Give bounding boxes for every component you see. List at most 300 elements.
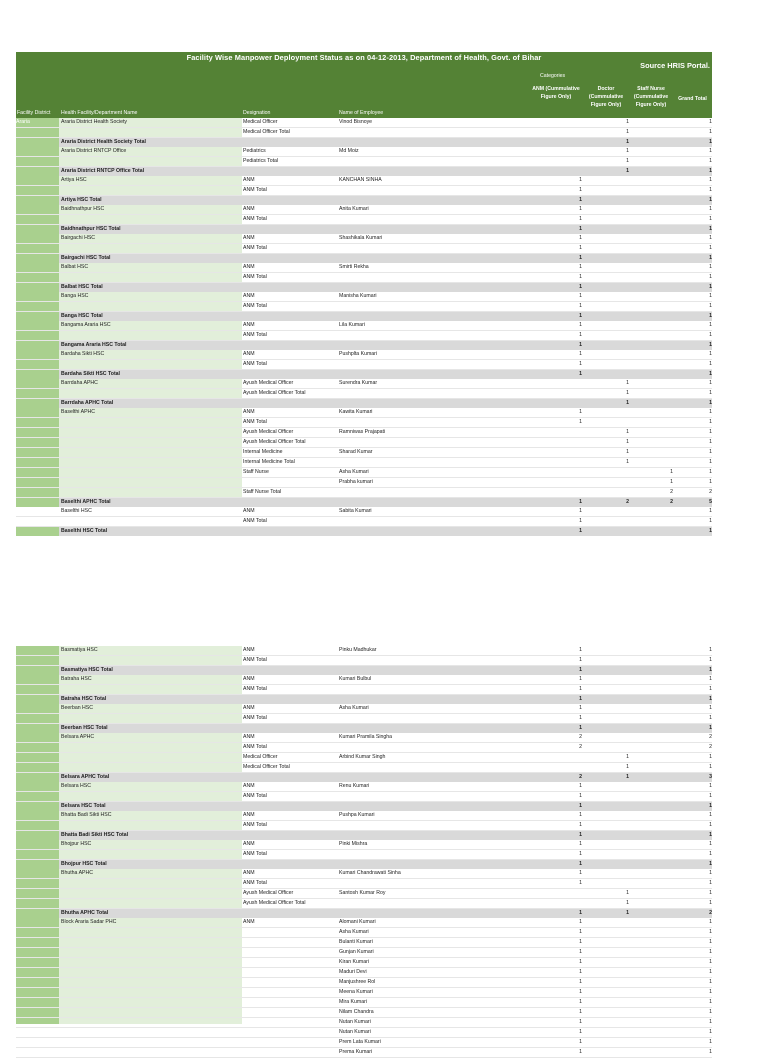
designation-cell: ANM — [243, 919, 255, 925]
facility-cell — [59, 215, 242, 224]
grand-total-cell: 1 — [709, 119, 712, 125]
anm-count-cell: 1 — [579, 361, 582, 367]
facility-cell: Bhatta Badi Sikti HSC — [61, 812, 112, 818]
anm-count-cell: 1 — [579, 989, 582, 995]
staff-nurse-count-cell — [629, 225, 673, 234]
designation-cell — [242, 1038, 339, 1047]
anm-count-cell — [529, 138, 583, 147]
doctor-count-cell: 1 — [626, 400, 629, 406]
grand-total-cell: 1 — [709, 667, 712, 673]
employee-cell — [339, 273, 529, 282]
employee-cell: Sabita Kumari — [339, 508, 372, 514]
doctor-count-cell — [583, 186, 629, 195]
employee-cell — [339, 196, 529, 205]
report-table-page-1 — [16, 118, 712, 536]
designation-cell: ANM Total — [243, 332, 267, 338]
doctor-count-cell: 1 — [626, 449, 629, 455]
doctor-count-cell — [583, 1048, 629, 1057]
district-cell — [16, 244, 59, 253]
report-page-1 — [16, 52, 712, 536]
grand-total-cell: 1 — [709, 293, 712, 299]
doctor-count-cell — [583, 273, 629, 282]
staff-nurse-count-cell — [629, 998, 673, 1007]
employee-cell: Maduri Devi — [339, 969, 367, 975]
designation-cell: ANM Total — [243, 303, 267, 309]
employee-cell — [339, 498, 529, 507]
doctor-count-cell — [583, 988, 629, 997]
anm-count-cell: 1 — [579, 696, 582, 702]
anm-count-cell: 1 — [579, 969, 582, 975]
doctor-count-cell: 1 — [626, 459, 629, 465]
designation-cell — [242, 527, 339, 536]
table-total-row — [16, 341, 712, 350]
designation-cell: Ayush Medical Officer — [243, 429, 294, 435]
table-row — [16, 428, 712, 438]
anm-count-cell: 1 — [579, 657, 582, 663]
table-total-row — [16, 196, 712, 205]
doctor-count-cell — [583, 802, 629, 811]
facility-cell — [59, 1038, 242, 1047]
grand-total-cell: 1 — [709, 1039, 712, 1045]
doctor-count-cell — [583, 918, 629, 927]
doctor-count-cell — [583, 350, 629, 359]
designation-cell — [242, 802, 339, 811]
table-row — [16, 331, 712, 341]
designation-cell: Ayush Medical Officer Total — [243, 390, 306, 396]
district-cell — [16, 360, 59, 369]
anm-count-cell: 1 — [579, 206, 582, 212]
employee-cell: Kawita Kumari — [339, 409, 373, 415]
employee-cell: Pushplta Kumari — [339, 351, 378, 357]
table-row — [16, 743, 712, 753]
doctor-count-cell — [583, 811, 629, 820]
table-row — [16, 968, 712, 978]
grand-total-cell: 1 — [709, 129, 712, 135]
district-cell — [16, 215, 59, 224]
doctor-count-cell: 1 — [626, 129, 629, 135]
facility-cell: Artiya HSC — [61, 177, 87, 183]
designation-cell: Ayush Medical Officer — [243, 380, 294, 386]
facility-cell — [59, 468, 242, 477]
designation-cell: Staff Nurse — [243, 469, 269, 475]
table-row — [16, 948, 712, 958]
district-cell — [16, 273, 59, 282]
table-row — [16, 869, 712, 879]
employee-cell — [339, 743, 529, 752]
table-row — [16, 379, 712, 389]
designation-cell: Ayush Medical Officer — [243, 890, 294, 896]
facility-cell: Belsara APHC Total — [61, 774, 110, 780]
doctor-count-cell — [583, 831, 629, 840]
district-cell — [16, 399, 59, 408]
designation-cell: ANM Total — [243, 686, 267, 692]
district-cell — [16, 292, 59, 301]
staff-nurse-count-cell — [629, 128, 673, 137]
grand-total-cell: 1 — [709, 647, 712, 653]
grand-total-cell: 1 — [709, 803, 712, 809]
table-row — [16, 675, 712, 685]
staff-nurse-count-cell — [629, 782, 673, 791]
table-total-row — [16, 167, 712, 176]
anm-count-cell — [529, 399, 583, 408]
anm-count-cell: 1 — [579, 371, 582, 377]
district-cell — [16, 821, 59, 830]
anm-count-cell: 1 — [579, 647, 582, 653]
grand-total-cell: 1 — [709, 264, 712, 270]
staff-nurse-count-cell — [629, 1028, 673, 1037]
staff-nurse-count-cell — [629, 438, 673, 447]
employee-cell — [339, 458, 529, 467]
doctor-count-cell — [583, 695, 629, 704]
employee-cell — [339, 244, 529, 253]
designation-cell — [242, 138, 339, 147]
column-header-anm: ANM (Cummulative Figure Only) — [532, 86, 580, 100]
employee-cell — [339, 860, 529, 869]
grand-total-cell: 1 — [709, 861, 712, 867]
facility-cell: Belsara HSC Total — [61, 803, 106, 809]
designation-cell: ANM Total — [243, 518, 267, 524]
facility-cell — [59, 850, 242, 859]
designation-cell: ANM — [243, 734, 255, 740]
grand-total-cell: 2 — [709, 489, 712, 495]
grand-total-cell: 1 — [709, 245, 712, 251]
grand-total-cell: 1 — [709, 390, 712, 396]
grand-total-cell: 1 — [709, 764, 712, 770]
district-cell — [16, 147, 59, 156]
staff-nurse-count-cell — [629, 263, 673, 272]
grand-total-cell: 1 — [709, 528, 712, 534]
table-row — [16, 468, 712, 478]
district-cell — [16, 938, 59, 947]
grand-total-cell: 1 — [709, 409, 712, 415]
district-cell — [16, 186, 59, 195]
facility-cell: Bhojpur HSC — [61, 841, 92, 847]
designation-cell: Pediatrics — [243, 148, 266, 154]
anm-count-cell: 1 — [579, 187, 582, 193]
staff-nurse-count-cell — [629, 399, 673, 408]
doctor-count-cell: 1 — [626, 774, 629, 780]
grand-total-cell: 1 — [709, 1019, 712, 1025]
grand-total-cell: 1 — [709, 303, 712, 309]
staff-nurse-count-cell: 1 — [670, 469, 673, 475]
grand-total-cell: 2 — [709, 910, 712, 916]
designation-cell: Medical Officer — [243, 754, 278, 760]
facility-cell: Bangama Araria HSC — [61, 322, 111, 328]
staff-nurse-count-cell — [629, 763, 673, 772]
designation-cell — [242, 831, 339, 840]
employee-cell: Pinki Mishra — [339, 841, 368, 847]
staff-nurse-count-cell — [629, 312, 673, 321]
anm-count-cell: 1 — [579, 812, 582, 818]
employee-cell — [339, 360, 529, 369]
doctor-count-cell: 1 — [626, 168, 629, 174]
doctor-count-cell — [583, 948, 629, 957]
designation-cell: ANM Total — [243, 744, 267, 750]
staff-nurse-count-cell — [629, 205, 673, 214]
grand-total-cell: 1 — [709, 148, 712, 154]
facility-cell: Bardaha Sikti HSC Total — [61, 371, 120, 377]
designation-cell: Ayush Medical Officer Total — [243, 900, 306, 906]
district-cell — [16, 773, 59, 782]
table-row — [16, 408, 712, 418]
doctor-count-cell — [583, 840, 629, 849]
district-cell — [16, 753, 59, 762]
staff-nurse-count-cell — [629, 666, 673, 675]
anm-count-cell: 1 — [579, 351, 582, 357]
staff-nurse-count-cell — [629, 157, 673, 166]
report-table-page-2 — [16, 646, 712, 1058]
doctor-count-cell — [583, 225, 629, 234]
anm-count-cell: 1 — [579, 1009, 582, 1015]
table-total-row — [16, 802, 712, 811]
district-cell — [16, 782, 59, 791]
anm-count-cell — [529, 428, 583, 437]
facility-cell: Araria District Health Society — [61, 119, 128, 125]
designation-cell: ANM Total — [243, 216, 267, 222]
grand-total-cell: 1 — [709, 989, 712, 995]
staff-nurse-count-cell — [629, 695, 673, 704]
designation-cell — [242, 948, 339, 957]
grand-total-cell: 1 — [709, 400, 712, 406]
table-row — [16, 186, 712, 196]
designation-cell: ANM Total — [243, 715, 267, 721]
employee-cell: Asha Kumari — [339, 705, 369, 711]
district-cell — [16, 167, 59, 176]
table-row — [16, 157, 712, 167]
anm-count-cell: 1 — [579, 841, 582, 847]
designation-cell — [242, 1008, 339, 1017]
staff-nurse-count-cell — [629, 186, 673, 195]
grand-total-cell: 1 — [709, 274, 712, 280]
designation-cell — [242, 283, 339, 292]
doctor-count-cell — [583, 254, 629, 263]
table-row — [16, 656, 712, 666]
district-cell — [16, 850, 59, 859]
employee-cell: Lila Kumari — [339, 322, 365, 328]
staff-nurse-count-cell — [629, 350, 673, 359]
grand-total-cell: 1 — [709, 380, 712, 386]
staff-nurse-count-cell — [629, 389, 673, 398]
employee-cell — [339, 527, 529, 536]
grand-total-cell: 1 — [709, 158, 712, 164]
facility-cell — [59, 988, 242, 997]
employee-cell — [339, 899, 529, 908]
staff-nurse-count-cell — [629, 517, 673, 526]
district-cell — [16, 988, 59, 997]
facility-cell: Banga HSC — [61, 293, 89, 299]
designation-cell: ANM — [243, 870, 255, 876]
grand-total-cell: 1 — [709, 870, 712, 876]
staff-nurse-count-cell — [629, 196, 673, 205]
district-cell — [16, 478, 59, 487]
grand-total-cell: 1 — [709, 459, 712, 465]
staff-nurse-count-cell — [629, 331, 673, 340]
table-row — [16, 899, 712, 909]
facility-cell — [59, 1008, 242, 1017]
facility-cell — [59, 244, 242, 253]
anm-count-cell: 1 — [579, 959, 582, 965]
staff-nurse-count-cell — [629, 147, 673, 156]
grand-total-cell: 1 — [709, 508, 712, 514]
column-header-district: Facility District — [17, 110, 51, 116]
designation-cell — [242, 498, 339, 507]
designation-cell: ANM Total — [243, 361, 267, 367]
employee-cell — [339, 909, 529, 918]
staff-nurse-count-cell — [629, 254, 673, 263]
facility-cell: Bardaha Sikti HSC — [61, 351, 105, 357]
district-cell — [16, 704, 59, 713]
employee-cell: Manisha Kumari — [339, 293, 377, 299]
designation-cell: ANM Total — [243, 274, 267, 280]
district-cell — [16, 666, 59, 675]
table-row — [16, 147, 712, 157]
anm-count-cell: 1 — [579, 177, 582, 183]
table-row — [16, 821, 712, 831]
designation-cell: ANM — [243, 508, 255, 514]
table-row — [16, 448, 712, 458]
employee-cell: Prema Kumari — [339, 1049, 373, 1055]
facility-cell: Batraha HSC — [61, 676, 92, 682]
doctor-count-cell — [583, 1038, 629, 1047]
anm-count-cell: 1 — [579, 910, 582, 916]
grand-total-cell: 1 — [709, 880, 712, 886]
designation-cell — [242, 254, 339, 263]
doctor-count-cell — [583, 283, 629, 292]
report-page-2 — [16, 646, 712, 1058]
anm-count-cell — [529, 448, 583, 457]
grand-total-cell: 1 — [709, 439, 712, 445]
table-row — [16, 988, 712, 998]
employee-cell: Surendra Kumar — [339, 380, 378, 386]
table-row — [16, 928, 712, 938]
doctor-count-cell — [583, 341, 629, 350]
employee-cell — [339, 773, 529, 782]
employee-cell: Anita Kumari — [339, 206, 369, 212]
employee-cell — [339, 283, 529, 292]
staff-nurse-count-cell — [629, 704, 673, 713]
district-cell — [16, 138, 59, 147]
facility-cell — [59, 331, 242, 340]
district-cell — [16, 1048, 59, 1057]
facility-cell: Batraha HSC Total — [61, 696, 107, 702]
anm-count-cell: 1 — [579, 508, 582, 514]
facility-cell: Belsara APHC — [61, 734, 95, 740]
district-cell — [16, 685, 59, 694]
column-header-facility: Health Facility/Department Name — [61, 110, 138, 116]
facility-cell — [59, 1048, 242, 1057]
employee-cell: Kumari Chandrawati Sinha — [339, 870, 401, 876]
staff-nurse-count-cell — [629, 743, 673, 752]
employee-cell: Prabha kumari — [339, 479, 373, 485]
employee-cell: Nilam Chandra — [339, 1009, 374, 1015]
employee-cell: Ramniwas Prajapati — [339, 429, 386, 435]
facility-cell — [59, 792, 242, 801]
grand-total-cell: 1 — [709, 841, 712, 847]
district-cell — [16, 1008, 59, 1017]
designation-cell: ANM — [243, 409, 255, 415]
staff-nurse-count-cell — [629, 978, 673, 987]
grand-total-cell: 1 — [709, 313, 712, 319]
facility-cell — [59, 938, 242, 947]
grand-total-cell: 1 — [709, 999, 712, 1005]
table-row — [16, 478, 712, 488]
anm-count-cell: 1 — [579, 949, 582, 955]
facility-cell: Balbat HSC Total — [61, 284, 103, 290]
table-row — [16, 1018, 712, 1028]
grand-total-cell: 1 — [709, 979, 712, 985]
doctor-count-cell — [583, 1018, 629, 1027]
table-row — [16, 302, 712, 312]
anm-count-cell: 1 — [579, 235, 582, 241]
employee-cell — [339, 157, 529, 166]
staff-nurse-count-cell — [629, 733, 673, 742]
facility-cell — [59, 517, 242, 526]
grand-total-cell: 1 — [709, 419, 712, 425]
designation-cell: Staff Nurse Total — [243, 489, 282, 495]
grand-total-cell: 1 — [709, 1009, 712, 1015]
doctor-count-cell — [583, 527, 629, 536]
employee-cell — [339, 186, 529, 195]
district-cell — [16, 498, 59, 507]
district-cell — [16, 321, 59, 330]
grand-total-cell: 1 — [709, 929, 712, 935]
district-cell — [16, 889, 59, 898]
table-total-row — [16, 695, 712, 704]
doctor-count-cell — [583, 292, 629, 301]
facility-cell: Araria District RNTCP Office Total — [61, 168, 145, 174]
facility-cell — [59, 157, 242, 166]
designation-cell: ANM — [243, 177, 255, 183]
district-cell — [16, 468, 59, 477]
designation-cell — [242, 968, 339, 977]
doctor-count-cell — [583, 176, 629, 185]
staff-nurse-count-cell — [629, 1038, 673, 1047]
designation-cell: ANM Total — [243, 245, 267, 251]
designation-cell: ANM Total — [243, 657, 267, 663]
designation-cell — [242, 666, 339, 675]
doctor-count-cell — [583, 958, 629, 967]
doctor-count-cell — [583, 312, 629, 321]
employee-cell — [339, 128, 529, 137]
grand-total-cell: 1 — [709, 255, 712, 261]
grand-total-cell: 1 — [709, 449, 712, 455]
facility-cell — [59, 889, 242, 898]
staff-nurse-count-cell — [629, 988, 673, 997]
table-total-row — [16, 283, 712, 292]
grand-total-cell: 1 — [709, 235, 712, 241]
district-cell — [16, 860, 59, 869]
table-row — [16, 782, 712, 792]
categories-label: Categories — [540, 73, 566, 79]
anm-count-cell: 2 — [579, 774, 582, 780]
staff-nurse-count-cell — [629, 507, 673, 516]
anm-count-cell: 1 — [579, 793, 582, 799]
district-cell — [16, 928, 59, 937]
table-row — [16, 685, 712, 695]
doctor-count-cell — [583, 666, 629, 675]
facility-cell — [59, 928, 242, 937]
employee-cell — [339, 331, 529, 340]
facility-cell — [59, 478, 242, 487]
designation-cell: ANM — [243, 235, 255, 241]
table-total-row — [16, 666, 712, 675]
grand-total-cell: 1 — [709, 832, 712, 838]
anm-count-cell: 2 — [579, 744, 582, 750]
doctor-count-cell — [583, 321, 629, 330]
anm-count-cell — [529, 147, 583, 156]
district-cell — [16, 488, 59, 497]
doctor-count-cell — [583, 675, 629, 684]
